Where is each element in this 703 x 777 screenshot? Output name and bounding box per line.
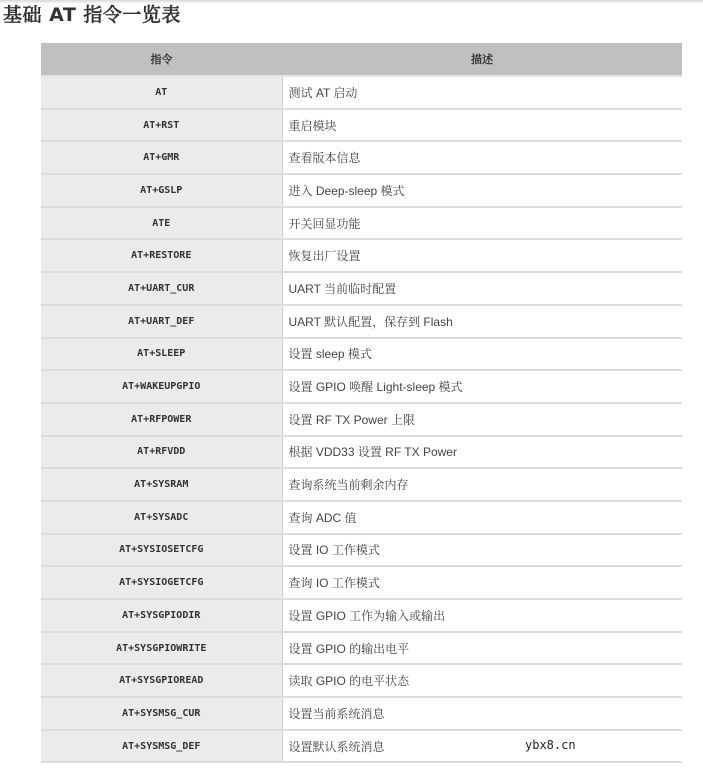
command-cell: AT+SYSRAM: [41, 468, 282, 501]
description-cell: 恢复出厂设置: [282, 239, 682, 272]
description-cell: 测试 AT 启动: [282, 76, 682, 109]
table-row: [41, 697, 682, 730]
description-cell: 查询 IO 工作模式: [282, 566, 682, 599]
table-row: [41, 174, 682, 207]
description-cell: 设置默认系统消息: [282, 730, 682, 763]
command-cell: AT+SYSIOSETCFG: [41, 534, 282, 567]
table-row: [41, 730, 682, 763]
description-cell: 查看版本信息: [282, 141, 682, 174]
table-row: [41, 207, 682, 240]
table-row: [41, 632, 682, 665]
description-cell: 查询 ADC 值: [282, 501, 682, 534]
table-row: [41, 468, 682, 501]
table-row: [41, 566, 682, 599]
description-cell: 设置 sleep 模式: [282, 338, 682, 371]
command-cell: AT+UART_CUR: [41, 272, 282, 305]
command-cell: AT+SYSMSG_DEF: [41, 730, 282, 763]
command-cell: AT+GSLP: [41, 174, 282, 207]
command-cell: AT+RST: [41, 109, 282, 142]
column-header-command: 指令: [41, 43, 282, 76]
command-cell: AT+RFVDD: [41, 436, 282, 469]
description-cell: 设置 RF TX Power 上限: [282, 403, 682, 436]
table-row: [41, 272, 682, 305]
description-cell: 开关回显功能: [282, 207, 682, 240]
command-cell: AT+SYSGPIOREAD: [41, 664, 282, 697]
command-cell: AT+WAKEUPGPIO: [41, 370, 282, 403]
table-row: [41, 534, 682, 567]
command-cell: AT+RFPOWER: [41, 403, 282, 436]
table-row: [41, 305, 682, 338]
page-title: 基础 AT 指令一览表: [3, 4, 181, 26]
command-cell: AT+SYSADC: [41, 501, 282, 534]
description-cell: 设置 GPIO 唤醒 Light-sleep 模式: [282, 370, 682, 403]
table-row: [41, 501, 682, 534]
command-cell: AT+SYSGPIOWRITE: [41, 632, 282, 665]
description-cell: UART 当前临时配置: [282, 272, 682, 305]
description-cell: UART 默认配置，保存到 Flash: [282, 305, 682, 338]
command-cell: ATE: [41, 207, 282, 240]
table-row: [41, 403, 682, 436]
table-row: [41, 239, 682, 272]
watermark: ybx8.cn: [525, 738, 576, 752]
description-cell: 设置 IO 工作模式: [282, 534, 682, 567]
description-cell: 根据 VDD33 设置 RF TX Power: [282, 436, 682, 469]
table-row: [41, 599, 682, 632]
description-cell: 进入 Deep-sleep 模式: [282, 174, 682, 207]
description-cell: 设置 GPIO 工作为输入或输出: [282, 599, 682, 632]
command-cell: AT+SLEEP: [41, 338, 282, 371]
command-cell: AT+SYSIOGETCFG: [41, 566, 282, 599]
description-cell: 重启模块: [282, 109, 682, 142]
table-row: [41, 76, 682, 109]
description-cell: 设置当前系统消息: [282, 697, 682, 730]
table-row: [41, 338, 682, 371]
table-row: [41, 664, 682, 697]
description-cell: 读取 GPIO 的电平状态: [282, 664, 682, 697]
at-command-table: [41, 43, 682, 763]
command-cell: AT+GMR: [41, 141, 282, 174]
table-row: [41, 109, 682, 142]
command-cell: AT+RESTORE: [41, 239, 282, 272]
command-cell: AT+SYSGPIODIR: [41, 599, 282, 632]
command-cell: AT+SYSMSG_CUR: [41, 697, 282, 730]
table-row: [41, 141, 682, 174]
description-cell: 设置 GPIO 的输出电平: [282, 632, 682, 665]
description-cell: 查询系统当前剩余内存: [282, 468, 682, 501]
command-cell: AT+UART_DEF: [41, 305, 282, 338]
table-row: [41, 436, 682, 469]
command-cell: AT: [41, 76, 282, 109]
table-row: [41, 370, 682, 403]
column-header-description: 描述: [282, 43, 682, 76]
table-header-row: [41, 43, 682, 76]
